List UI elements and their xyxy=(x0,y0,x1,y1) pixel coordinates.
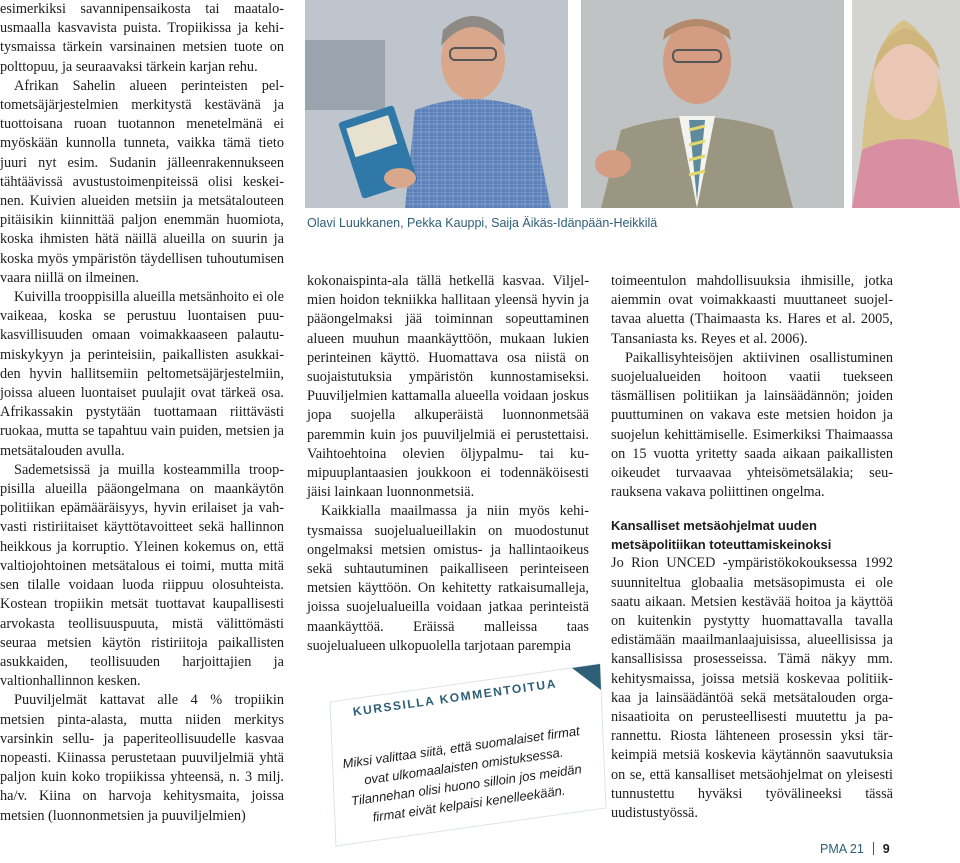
callout-title: KURSSILLA KOMMENTOITUA xyxy=(352,676,558,719)
paragraph: Paikallisyhteisöjen aktiivinen osallistuminen suojelualueiden hoitoon vaatii tuekseen täsmällisen politiikan ja lainsäädännön; joiden puuttuminen on vakava este metsien hoidon ja suojelun kehittämiselle. Esimerkiksi Thaimaassa on 15 vuotta yritetty saada aikaan paikallisten oikeudet turvaavaa yhteisömetsälakia; seurauksena vakava poliittinen ongelma. xyxy=(611,349,893,501)
paragraph: Kuivilla trooppisilla alueilla metsänhoito ei ole vaikeaa, koska se perustuu luontaisen puukasvillisuuden omaan voimakkaaseen palautumiskykyyn ja perinteisiin, paikallisten asukkaiden hyvin hallitsemiin peltometsäjärjestelmiin, joissa alueen luontaiset puulajit ovat tärkeä osa. Afrikassakin pystytään tuottamaan riittävästi ruokaa, mutta se tapahtuu vain puiden, metsien ja metsätalouden avulla. xyxy=(0,289,284,459)
paragraph: toimeentulon mahdollisuuksia ihmisille, jotka aiemmin ovat voimakkaasti muuttaneet suojeltavaa aluetta (Thaimaasta ks. Hares et al. 2005, Tansaniasta ks. Reyes et al. 2006). xyxy=(611,273,893,347)
paragraph: Afrikan Sahelin alueen perinteisten peltometsäjärjestelmien merkitystä kestävänä ja tuottoisana ruoan tuotannon menetelmänä ei myöskään kunnolla tunneta, vaikka tämä tieto juuri nyt esim. Sudanin jälleenrakennukseen tähtäävissä avustustoimenpiteissä olisi keskeinen. Kuivien alueiden metsiin ja metsätalouteen pitäisikin kiinnittää paljon enemmän huomiota, koska ihmisten hätä näillä alueilla on suurin ja koska myös ympäristön täydellisen tuhoutumisen vaara niillä on ilmeinen. xyxy=(0,77,284,286)
page-footer xyxy=(820,842,890,856)
paragraph: esimerkiksi savannipensaikosta tai maatalousmaalla kasvavista puista. Tropiikissa ja kehitysmaissa tärkein varsinainen metsien tuote on polttopuu, ja seuraavaksi tärkein karjan rehu. xyxy=(0,1,284,75)
comment-callout xyxy=(310,660,610,850)
paragraph: Jo Rion UNCED -ympäristökokouksessa 1992 suunniteltua globaalia metsäsopimusta ei ole saatu aikaan. Metsien kestävää hoitoa ja käyttöä on kuitenkin pystytty huomattavalla tavalla edistämään maailmanlaajuisissa, alueellisissa ja kansallisissa prosesseissa. Tämä näkyy mm. kehitysmaissa, joissa metsiä koskevaa politiikkaa ja lainsäädäntöä sekä metsätalouden organisaatioita on perusteellisesti muutettu ja parannettu. Riosta lähteneen prosessin yksi tärkeimpiä metsiä koskevia käytännön saavutuksia on se, että kansalliset metsäohjelmat on yleisesti tunnustettu hyväksi työvälineeksi tässä uudistustyössä. xyxy=(611,555,893,822)
photo-speaker-2 xyxy=(581,0,844,208)
photo-speaker-1 xyxy=(305,0,568,208)
speaker-illustration xyxy=(305,0,568,208)
paragraph: kokonaispinta-ala tällä hetkellä kasvaa. Viljelmien hoidon tekniikka hallitaan yleensä hyvin ja pääongelmaksi jää toiminnan sopeuttaminen alueen muuhun maankäyttöön, mukaan lukien perinteinen käyttö. Huomattava osa niistä on suojaistutuksia ympäristön kunnostamiseksi. Puuviljelmien kattamalla alueella voidaan joskus jopa suojella alkuperäistä luonnonmetsää paremmin kuin jos puuviljelmiä ei perustettaisi. Vaihtoehtoina olevien öljypalmu- tai kumipuuplantaasien joukkoon ei todennäköisesti jäisi lainkaan luonnonmetsiä. xyxy=(307,273,589,501)
photo-speaker-3 xyxy=(852,0,960,208)
photo-caption: Olavi Luukkanen, Pekka Kauppi, Saija Äikäs-Idänpään-Heikkilä xyxy=(307,216,658,230)
speaker-illustration xyxy=(852,0,960,208)
article-column-2 xyxy=(307,272,589,656)
paragraph: Sademetsissä ja muilla kosteammilla trooppisilla alueilla pääongelmana on maankäytön politiikan epämääräisyys, hyvin erilaiset ja vahvasti ristiriitaiset käyttötavoitteet sekä hallinnon heikkous ja korruptio. Yleinen kokemus on, että valtiojohtoinen metsätalous ei toimi, mutta mitä sen tilalle voidaan luoda riippuu olosuhteista. Kostean tropiikin metsät tuottavat kaupallisesti arvokasta teollisuuspuuta, mistä välittömästi seuraa metsien käytön ristiriitoja paikallisten asukkaiden, teollisuuden harjoittajien ja valtionhallinnon kesken. xyxy=(0,461,284,690)
publication-name: PMA 21 xyxy=(820,842,864,856)
paragraph: Kaikkialla maailmassa ja niin myös kehitysmaissa suojelualueillakin on muodostunut ongelmaksi metsien omistus- ja hallintaoikeus sekä suhtautuminen paikalliseen perinteiseen metsien käyttöön. On kehitetty ratkaisumalleja, joissa suojelualueilla voidaan jatkaa perinteistä maankäyttöä. Eräissä malleissa taas suojelualueen ulkopuolella tarjotaan parempia xyxy=(307,503,589,654)
page-number: 9 xyxy=(882,842,890,856)
paragraph: Puuviljelmät kattavat alle 4 % tropiikin metsien pinta-alasta, mutta niiden merkitys varsinkin sellu- ja paperiteollisuudelle kasvaa nopeasti. Kiinassa perustetaan puuviljelmiä yhtä paljon kuin koko tropiikissa yhteensä, n. 3 milj. ha/v. Kiina on harvoja kehitysmaita, joissa metsien (luonnonmetsien ja puuviljelmien) xyxy=(0,692,284,824)
article-column-1 xyxy=(0,0,284,826)
footer-divider xyxy=(873,842,874,855)
article-column-3 xyxy=(611,272,893,823)
speaker-illustration xyxy=(581,0,844,208)
callout-text: Miksi valittaa siitä, että suomalaiset firmat ovat ulkomaalaisten omistuksessa. Tilannehan olisi huono silloin jos meidän firmat eivät kelpaisi kenelleekään. xyxy=(341,723,583,825)
section-heading: Kansalliset metsäohjelmat uuden metsäpolitiikan toteuttamiskeinoksi xyxy=(611,518,832,553)
